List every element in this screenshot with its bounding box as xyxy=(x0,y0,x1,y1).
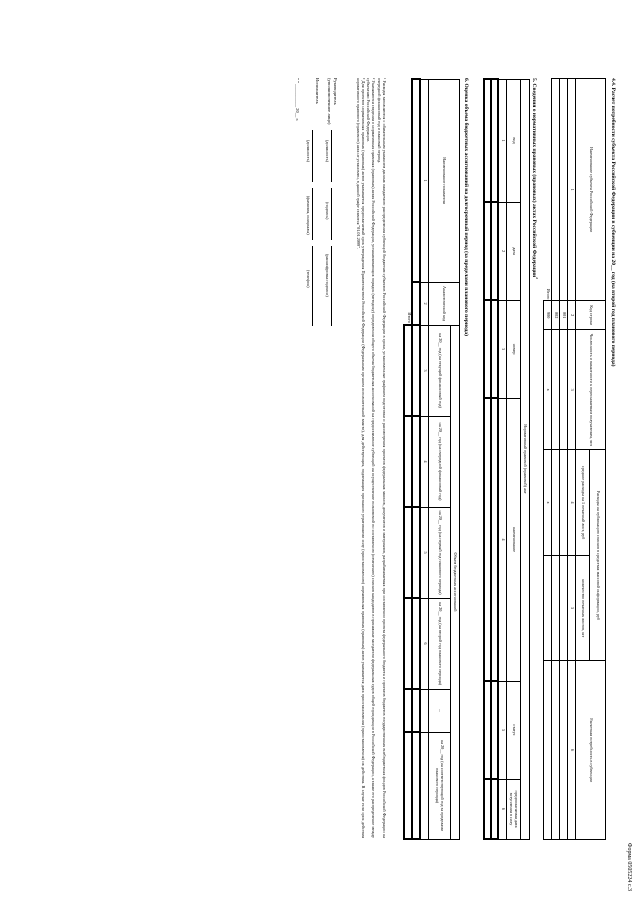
table-cell xyxy=(560,79,568,301)
header-cell: Аналитический код xyxy=(429,282,460,325)
table-cell xyxy=(560,661,568,840)
footnotes xyxy=(355,78,387,838)
footnote-1: ¹ Расходы заполняются с обязательным указанием данных ожидаемого распределения субвенций бюджетам субъектов Российской Федерации в сроки, установленные графиком подготовки и рассмотрения проектов федеральных законов, документов и материалов, разрабатываемых при составлении проекта федерального бюджета и проектов бюджетов государственных внебюджетных фондов Российской Федерации на очередной финансовый год и плановый период. xyxy=(376,78,387,838)
position-caption: (должность) xyxy=(306,140,311,162)
col-number xyxy=(421,732,429,839)
table-cell xyxy=(413,507,421,598)
phone-caption: (телефон) xyxy=(306,270,311,288)
table-cell xyxy=(560,450,568,556)
header-cell: Объем бюджетных ассигнований xyxy=(451,325,460,839)
table-cell xyxy=(413,282,421,325)
section-5-title xyxy=(531,78,539,279)
table-cell xyxy=(544,555,552,661)
header-cell: на 20__ год (на первый год планового периода) xyxy=(429,507,451,598)
date-field: " " __________ 20__ г. xyxy=(295,78,300,122)
header-cell: количество печатных листов, шт xyxy=(576,555,590,661)
fio-caption: (фамилия, инициалы) xyxy=(306,196,311,235)
header-cell: Численность и вакантности к пересылаемым получателям, чел xyxy=(576,329,606,449)
col-number: 1 xyxy=(499,79,507,202)
header-cell: предполагаемая дата вступления в силу xyxy=(507,779,521,839)
table-cell xyxy=(552,661,560,840)
table-cell xyxy=(492,202,499,300)
col-number: 5 xyxy=(499,681,507,779)
table-cell xyxy=(413,732,421,839)
table-cell xyxy=(405,325,413,416)
col-number: 6 xyxy=(499,779,507,839)
header-cell: номер xyxy=(507,300,521,398)
x-mark: x xyxy=(544,450,552,556)
table-cell xyxy=(413,325,421,416)
total-label: Итого xyxy=(544,79,552,301)
table-cell xyxy=(492,681,499,779)
footnote-ref: 2 xyxy=(535,277,539,279)
form-code: Форма 0505224 с.3 xyxy=(626,842,632,891)
table-cell xyxy=(405,689,413,732)
table-cell xyxy=(485,681,492,779)
footnote-2: ² Указываются сведения о нормативных правовых (правовых) актах Российской Федерации, устанавливающих порядок (методику) определения общего объема бюджетных ассигнований на предоставление субвенций на осуществление полномочий по составлению (изменению) списков кандидатов в присяжные заседатели федеральных судов общей юрисдикции в Российской Федерации, а также его распределение между субъектами Российской Федерации. xyxy=(366,78,377,838)
col-number xyxy=(421,689,429,732)
col-number: 6 xyxy=(421,598,429,689)
table-cell xyxy=(560,555,568,661)
executor-label: Исполнитель xyxy=(315,78,320,104)
table-cell xyxy=(413,79,421,282)
header-cell: статус xyxy=(507,681,521,779)
col-number: 6 xyxy=(568,661,576,840)
table-cell xyxy=(492,79,499,202)
table-cell xyxy=(405,507,413,598)
section-6-table xyxy=(404,78,461,840)
x-mark: x xyxy=(544,329,552,449)
table-cell xyxy=(492,779,499,839)
table-cell xyxy=(485,398,492,681)
total-label: Итого xyxy=(405,79,413,325)
signature-line xyxy=(312,130,313,182)
header-cell: ... xyxy=(429,689,451,732)
signature-line xyxy=(312,188,313,240)
signature-line xyxy=(312,246,313,326)
col-number: 3 xyxy=(421,325,429,416)
header-cell: Нормативный правовой (правовой) акт xyxy=(521,79,530,839)
col-number: 4 xyxy=(568,450,576,556)
table-cell xyxy=(552,450,560,556)
col-number: 2 xyxy=(568,301,576,330)
signature-caption: (подпись) xyxy=(325,202,330,220)
col-number: 1 xyxy=(568,79,576,301)
section-5-title-text: 5. Сведения о нормативных правовых (правовых) актах Российской Федерации xyxy=(531,78,538,278)
signature-line xyxy=(331,246,332,326)
total-code: 900 xyxy=(544,301,552,330)
header-cell: на 20__ год (на второй год планового периода) xyxy=(429,598,451,689)
table-cell xyxy=(552,329,560,449)
header-cell: Наименование показателя xyxy=(429,79,460,282)
col-number: 3 xyxy=(499,300,507,398)
table-cell xyxy=(552,79,560,301)
header-cell: средние расходы на 1 печатный лист, руб xyxy=(576,450,590,556)
header-cell: на 20__ год (на очередной финансовый год) xyxy=(429,416,451,507)
col-number: 5 xyxy=(421,507,429,598)
header-cell: Расходы на публикацию списков в средствах массовой информации, руб xyxy=(590,450,606,661)
header-cell: дата xyxy=(507,202,521,300)
header-cell: на 20__ год (на соответствующий год за пределами планового периода) xyxy=(429,732,451,839)
header-cell: Код строки xyxy=(576,301,606,330)
table-cell xyxy=(560,329,568,449)
signature-line xyxy=(331,130,332,182)
col-number: 4 xyxy=(421,416,429,507)
table-cell xyxy=(492,398,499,681)
table-cell xyxy=(413,689,421,732)
row-code: 002 xyxy=(552,301,560,330)
col-number: 4 xyxy=(499,398,507,681)
header-cell: на 20__ год (на текущий финансовый год) xyxy=(429,325,451,416)
table-cell xyxy=(544,661,552,840)
table-cell xyxy=(405,598,413,689)
head-label: Руководитель (уполномоченное лицо) xyxy=(327,78,338,125)
position-caption: (должность) xyxy=(325,140,330,162)
section-4-4-table xyxy=(543,78,606,840)
table-cell xyxy=(492,300,499,398)
table-cell xyxy=(485,202,492,300)
decoding-caption: (расшифровка подписи) xyxy=(325,254,330,297)
header-cell: Расчетная потребность в субвенции xyxy=(576,661,606,840)
header-cell: наименование xyxy=(507,398,521,681)
table-cell xyxy=(405,732,413,839)
row-code: 001 xyxy=(560,301,568,330)
footnote-3: ³ Для проектов нормативных правовых (правовых) актов указывается предполагаемый срок утверждения Правительством Российской Федерации (Федеральным органом исполнительной власти), для действующих, подлежащих признанию утратившими силу (приостановлению) нормативных правовых (правовых) актов указывается дата приостановления (приостановления) их действия. В случае если срок действия нормативного правового (правового) акта не установлен, в данной графе ставится "01.01.2099". xyxy=(355,78,366,838)
table-cell xyxy=(405,416,413,507)
col-number: 2 xyxy=(421,282,429,325)
header-cell: вид xyxy=(507,79,521,202)
signature-line xyxy=(331,188,332,240)
table-cell xyxy=(552,555,560,661)
col-number: 5 xyxy=(568,555,576,661)
col-number: 3 xyxy=(568,329,576,449)
table-cell xyxy=(485,779,492,839)
table-cell xyxy=(485,79,492,202)
section-6-title: 6. Оценка объема бюджетных ассигнований на долгосрочный период (за пределами планового периода) xyxy=(463,78,469,336)
table-cell xyxy=(485,300,492,398)
table-cell xyxy=(413,416,421,507)
table-cell xyxy=(413,598,421,689)
col-number: 1 xyxy=(421,79,429,282)
section-4-4-title: 4.4. Расчет потребности субъекта Российской Федерации в субвенции на 20__ год (на второй год планового периода) xyxy=(610,78,616,367)
col-number: 2 xyxy=(499,202,507,300)
section-5-table xyxy=(484,78,531,840)
header-cell: Наименование субъекта Российской Федерации xyxy=(576,79,606,301)
